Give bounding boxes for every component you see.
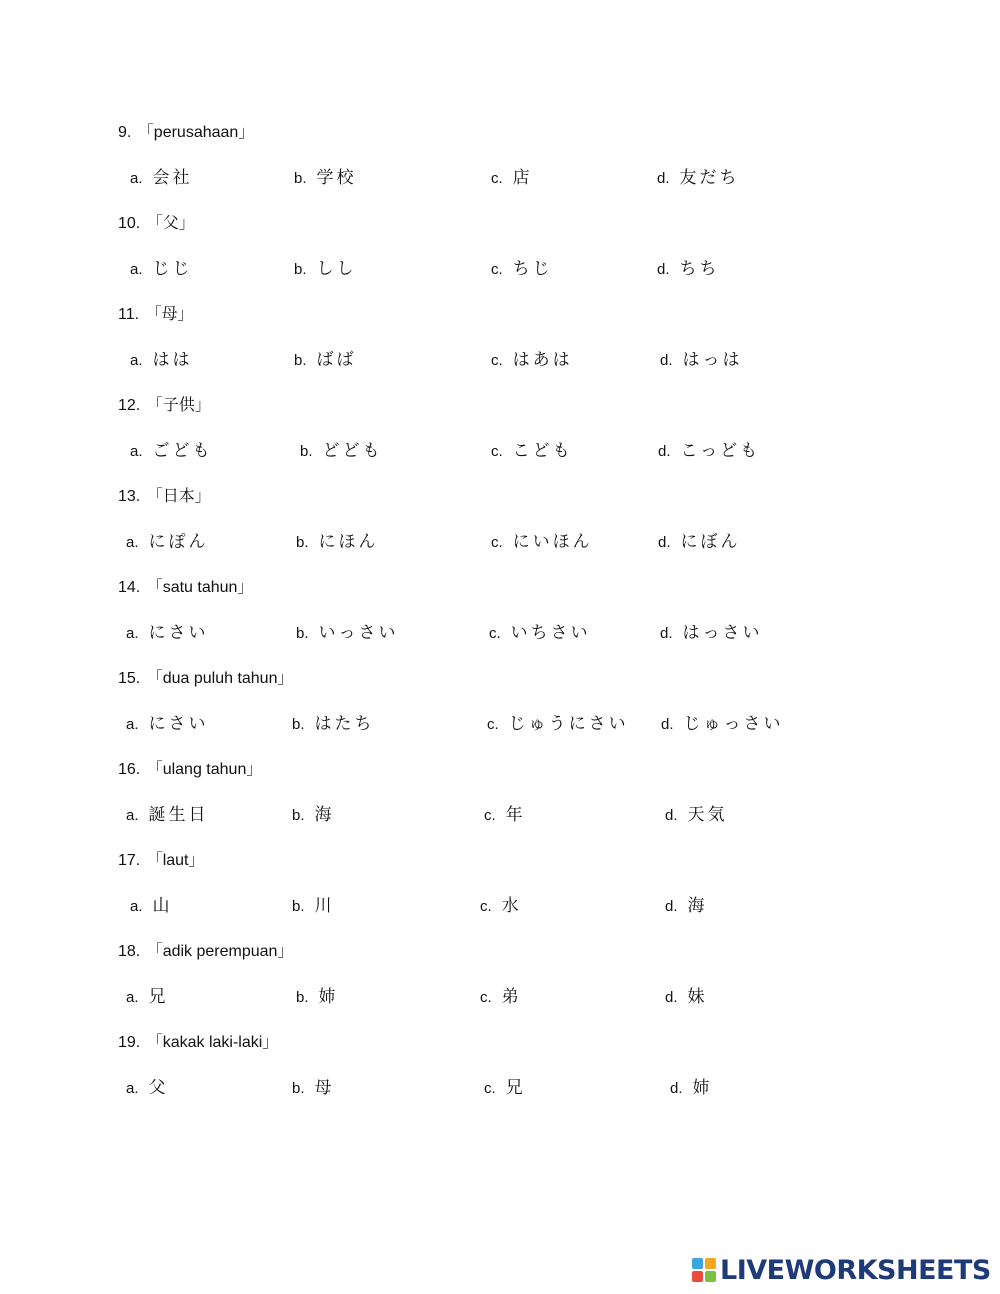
option-letter: c. — [491, 352, 503, 369]
question-number: 9. — [118, 124, 132, 141]
option-text: はあは — [512, 350, 573, 370]
option-text: 会社 — [152, 168, 193, 188]
option-12d[interactable] — [658, 439, 760, 464]
option-12b[interactable] — [300, 439, 383, 464]
option-letter: c. — [480, 989, 492, 1006]
question-19 — [118, 1033, 278, 1053]
option-18b[interactable] — [296, 985, 339, 1010]
option-letter: c. — [489, 625, 501, 642]
option-text: にさい — [148, 623, 209, 643]
option-16d[interactable] — [665, 803, 728, 828]
question-15 — [118, 669, 293, 689]
option-text: 姉 — [318, 987, 339, 1007]
option-text: 兄 — [505, 1078, 526, 1098]
option-text: はは — [152, 350, 193, 370]
option-16c[interactable] — [484, 803, 526, 828]
option-letter: b. — [292, 807, 305, 824]
option-19b[interactable] — [292, 1076, 335, 1101]
option-text: こども — [512, 441, 573, 461]
question-prompt: 「日本」 — [146, 488, 211, 505]
option-letter: d. — [657, 261, 670, 278]
question-number: 16. — [118, 761, 141, 778]
option-9a[interactable] — [130, 166, 193, 191]
option-16b[interactable] — [292, 803, 335, 828]
option-letter: d. — [665, 898, 678, 915]
question-prompt: 「satu tahun」 — [146, 579, 254, 596]
option-text: はたち — [314, 714, 375, 734]
option-letter: c. — [484, 807, 496, 824]
option-text: 姉 — [692, 1078, 713, 1098]
option-letter: d. — [658, 443, 671, 460]
logo-text: LIVEWORKSHEETS — [720, 1254, 991, 1286]
option-14c[interactable] — [489, 621, 591, 646]
option-text: 母 — [314, 1078, 335, 1098]
option-9b[interactable] — [294, 166, 357, 191]
option-19d[interactable] — [670, 1076, 713, 1101]
option-text: 天気 — [687, 805, 728, 825]
option-9d[interactable] — [657, 166, 740, 191]
question-14 — [118, 578, 253, 598]
option-text: 誕生日 — [148, 805, 209, 825]
option-letter: d. — [665, 989, 678, 1006]
question-10 — [118, 214, 195, 234]
option-text: 店 — [512, 168, 533, 188]
option-letter: a. — [126, 807, 139, 824]
option-letter: b. — [296, 534, 309, 551]
option-text: 妹 — [687, 987, 708, 1007]
option-letter: c. — [491, 170, 503, 187]
option-text: 父 — [148, 1078, 169, 1098]
option-13c[interactable] — [491, 530, 593, 555]
question-prompt: 「母」 — [145, 306, 194, 323]
option-17d[interactable] — [665, 894, 708, 919]
option-letter: d. — [665, 807, 678, 824]
option-text: にいほん — [512, 532, 593, 552]
option-letter: a. — [126, 1080, 139, 1097]
option-letter: a. — [130, 443, 143, 460]
option-text: 海 — [314, 805, 335, 825]
option-12c[interactable] — [491, 439, 573, 464]
question-13 — [118, 487, 211, 507]
option-12a[interactable] — [130, 439, 213, 464]
option-text: 友だち — [679, 168, 740, 188]
question-prompt: 「kakak laki-laki」 — [146, 1034, 279, 1051]
option-14d[interactable] — [660, 621, 763, 646]
option-letter: b. — [296, 625, 309, 642]
option-letter: d. — [670, 1080, 683, 1097]
question-prompt: 「dua puluh tahun」 — [146, 670, 294, 687]
option-letter: c. — [480, 898, 492, 915]
question-12 — [118, 396, 211, 416]
question-prompt: 「perusahaan」 — [137, 124, 255, 141]
option-letter: b. — [300, 443, 313, 460]
option-text: こっども — [680, 441, 761, 461]
option-letter: a. — [126, 716, 139, 733]
option-letter: d. — [661, 716, 674, 733]
option-text: 弟 — [501, 987, 522, 1007]
liveworksheets-logo — [692, 1255, 991, 1285]
option-15c[interactable] — [487, 712, 629, 737]
option-text: ちじ — [512, 259, 553, 279]
option-letter: d. — [660, 625, 673, 642]
option-text: 山 — [152, 896, 173, 916]
question-18 — [118, 942, 293, 962]
option-letter: c. — [491, 534, 503, 551]
question-prompt: 「adik perempuan」 — [146, 943, 294, 960]
option-text: いっさい — [318, 623, 399, 643]
option-11a[interactable] — [130, 348, 193, 373]
option-letter: b. — [292, 716, 305, 733]
option-text: ばば — [316, 350, 357, 370]
question-9 — [118, 123, 254, 143]
option-text: 海 — [687, 896, 708, 916]
option-letter: d. — [657, 170, 670, 187]
option-letter: c. — [491, 443, 503, 460]
question-prompt: 「laut」 — [146, 852, 205, 869]
option-17a[interactable] — [130, 894, 173, 919]
option-text: にほん — [318, 532, 379, 552]
option-15d[interactable] — [661, 712, 784, 737]
question-number: 11. — [118, 306, 140, 323]
option-letter: a. — [130, 170, 143, 187]
option-letter: c. — [491, 261, 503, 278]
option-text: しし — [316, 259, 357, 279]
question-prompt: 「子供」 — [146, 397, 211, 414]
option-text: ごども — [152, 441, 213, 461]
option-letter: a. — [130, 261, 143, 278]
option-letter: b. — [292, 1080, 305, 1097]
option-18d[interactable] — [665, 985, 708, 1010]
option-text: にぼん — [680, 532, 741, 552]
option-text: はっさい — [682, 623, 763, 643]
question-prompt: 「ulang tahun」 — [146, 761, 263, 778]
option-letter: a. — [130, 898, 143, 915]
question-11 — [118, 305, 194, 325]
option-text: にさい — [148, 714, 209, 734]
option-13d[interactable] — [658, 530, 741, 555]
option-10a[interactable] — [130, 257, 193, 282]
option-letter: b. — [294, 352, 307, 369]
option-17b[interactable] — [292, 894, 335, 919]
question-number: 13. — [118, 488, 141, 505]
option-letter: d. — [658, 534, 671, 551]
option-text: どども — [322, 441, 383, 461]
question-number: 14. — [118, 579, 141, 596]
option-text: じゅうにさい — [508, 714, 629, 734]
option-text: 学校 — [316, 168, 357, 188]
option-15b[interactable] — [292, 712, 375, 737]
option-text: ちち — [679, 259, 720, 279]
question-16 — [118, 760, 262, 780]
option-13a[interactable] — [126, 530, 209, 555]
option-16a[interactable] — [126, 803, 209, 828]
option-19a[interactable] — [126, 1076, 169, 1101]
option-letter: d. — [660, 352, 673, 369]
option-14a[interactable] — [126, 621, 209, 646]
option-18c[interactable] — [480, 985, 522, 1010]
question-number: 18. — [118, 943, 141, 960]
question-number: 15. — [118, 670, 141, 687]
option-text: いちさい — [510, 623, 591, 643]
option-letter: a. — [126, 625, 139, 642]
question-number: 17. — [118, 852, 141, 869]
option-text: はっは — [682, 350, 743, 370]
option-17c[interactable] — [480, 894, 522, 919]
option-letter: b. — [294, 261, 307, 278]
option-letter: a. — [126, 534, 139, 551]
option-text: 川 — [314, 896, 335, 916]
option-15a[interactable] — [126, 712, 209, 737]
option-letter: a. — [130, 352, 143, 369]
option-11d[interactable] — [660, 348, 743, 373]
option-18a[interactable] — [126, 985, 169, 1010]
option-letter: b. — [294, 170, 307, 187]
liveworksheets-logo-icon — [692, 1258, 716, 1282]
option-14b[interactable] — [296, 621, 399, 646]
option-letter: c. — [484, 1080, 496, 1097]
option-10c[interactable] — [491, 257, 553, 282]
option-text: 兄 — [148, 987, 169, 1007]
question-number: 10. — [118, 215, 141, 232]
option-10b[interactable] — [294, 257, 357, 282]
option-text: 年 — [505, 805, 526, 825]
option-19c[interactable] — [484, 1076, 526, 1101]
option-text: じじ — [152, 259, 193, 279]
option-letter: c. — [487, 716, 499, 733]
option-text: 水 — [501, 896, 522, 916]
question-number: 12. — [118, 397, 141, 414]
question-17 — [118, 851, 205, 871]
option-letter: b. — [292, 898, 305, 915]
question-number: 19. — [118, 1034, 141, 1051]
option-11b[interactable] — [294, 348, 357, 373]
option-9c[interactable] — [491, 166, 533, 191]
option-13b[interactable] — [296, 530, 379, 555]
option-letter: a. — [126, 989, 139, 1006]
option-10d[interactable] — [657, 257, 720, 282]
option-text: にぽん — [148, 532, 209, 552]
question-prompt: 「父」 — [146, 215, 195, 232]
option-letter: b. — [296, 989, 309, 1006]
option-11c[interactable] — [491, 348, 573, 373]
option-text: じゅっさい — [683, 714, 784, 734]
